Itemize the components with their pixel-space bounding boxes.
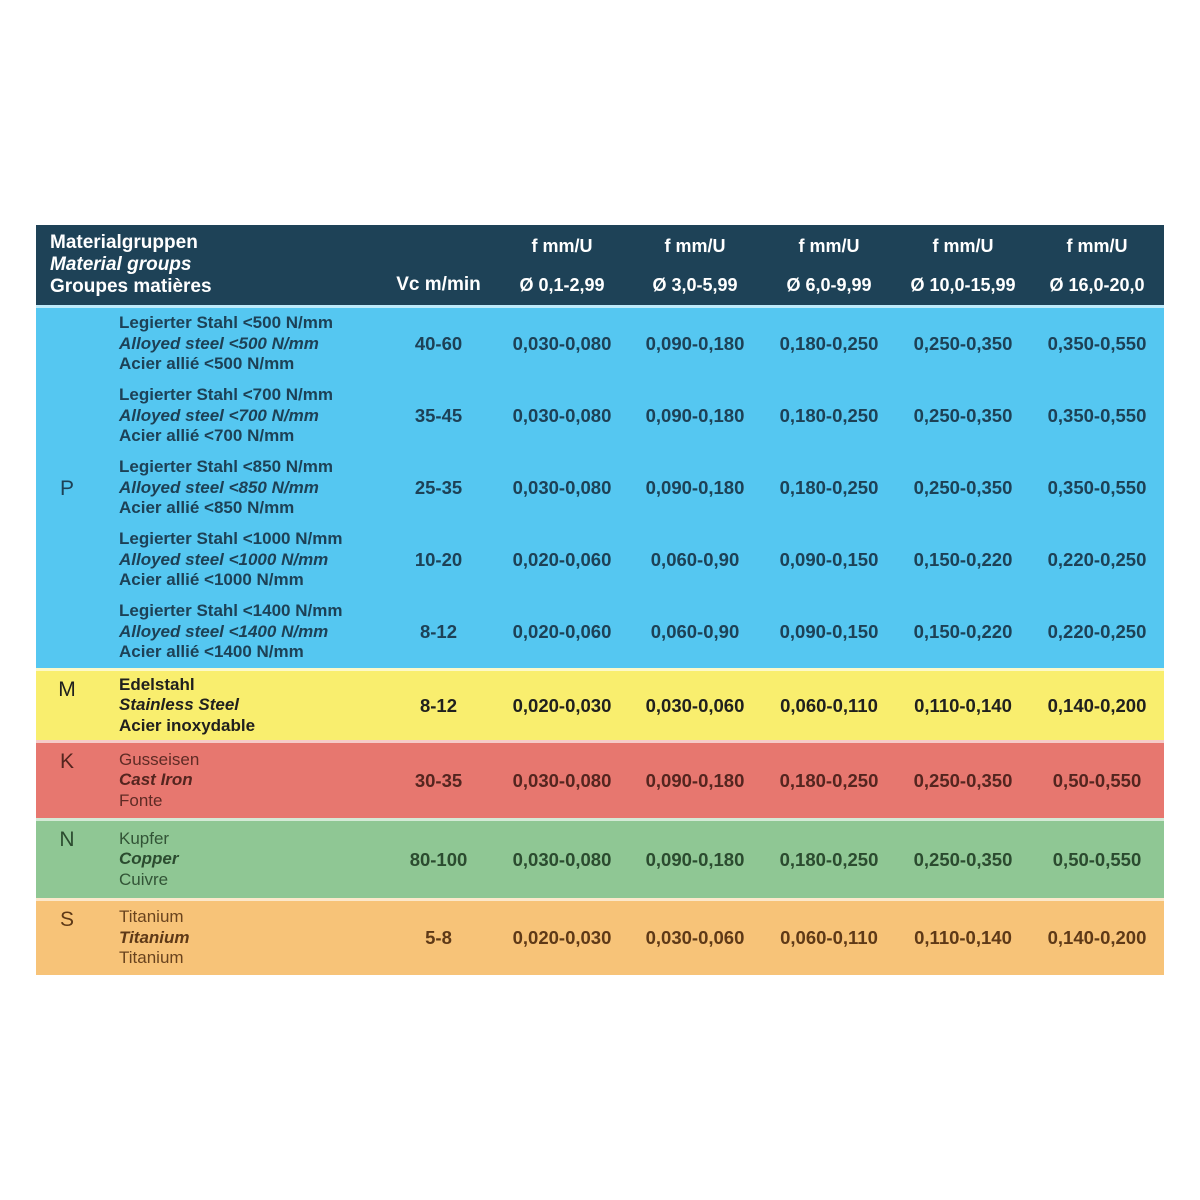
cutting-speed-value: 80-100 xyxy=(409,848,468,870)
table-row xyxy=(116,821,1164,898)
material-group-section xyxy=(36,740,1164,818)
feed-value-d4: 0,250-0,350 xyxy=(913,333,1013,354)
table-row xyxy=(116,524,1164,596)
title-line-en: Material groups xyxy=(50,254,192,275)
feed-value-d2: 0,090-0,180 xyxy=(645,333,745,354)
feed-value-d5: 0,350-0,550 xyxy=(1047,405,1147,426)
table-row xyxy=(116,596,1164,668)
material-name-fr: Acier allié <1000 N/mm xyxy=(119,570,304,590)
feed-value-d3: 0,180-0,250 xyxy=(779,405,879,426)
feed-value-d2: 0,090-0,180 xyxy=(645,477,745,498)
material-name-de: Titanium xyxy=(119,907,184,927)
material-name-fr: Fonte xyxy=(119,790,163,810)
feed-value-d1: 0,020-0,060 xyxy=(512,621,612,642)
feed-diameter-range: Ø 16,0-20,0 xyxy=(1049,275,1145,295)
column-header-feed-2 xyxy=(628,225,762,305)
feed-value-d2: 0,060-0,90 xyxy=(650,549,740,570)
material-group-letter: N xyxy=(59,828,75,851)
feed-value-d5: 0,350-0,550 xyxy=(1047,477,1147,498)
table-row xyxy=(116,452,1164,524)
material-group-letter: M xyxy=(58,678,76,701)
material-name-fr: Titanium xyxy=(119,948,184,968)
feed-value-d3: 0,060-0,110 xyxy=(780,927,878,948)
material-name-cell xyxy=(116,743,381,818)
material-name-cell xyxy=(116,452,381,524)
table-body xyxy=(36,305,1164,975)
feed-unit-label: f mm/U xyxy=(798,236,860,256)
feed-value-d2: 0,060-0,90 xyxy=(650,621,740,642)
material-name-de: Legierter Stahl <500 N/mm xyxy=(119,313,334,333)
column-header-feed-1 xyxy=(496,225,628,305)
cutting-speed-value: 10-20 xyxy=(414,549,463,570)
cutting-speed-value: 5-8 xyxy=(425,927,452,948)
feed-diameter-range: Ø 0,1-2,99 xyxy=(519,275,605,295)
feed-value-d5: 0,140-0,200 xyxy=(1047,927,1147,948)
table-header xyxy=(36,225,1164,305)
feed-value-d1: 0,020-0,030 xyxy=(512,694,612,716)
material-name-cell xyxy=(116,380,381,452)
feed-value-d1: 0,020-0,030 xyxy=(512,927,612,948)
feed-value-d3: 0,180-0,250 xyxy=(779,769,879,791)
feed-value-d5: 0,220-0,250 xyxy=(1047,549,1147,570)
feed-value-d3: 0,180-0,250 xyxy=(779,848,879,870)
material-name-cell xyxy=(116,596,381,668)
feed-value-d5: 0,140-0,200 xyxy=(1047,694,1147,716)
material-name-en: Cast Iron xyxy=(119,770,193,790)
material-name-cell xyxy=(116,524,381,596)
material-name-de: Legierter Stahl <1000 N/mm xyxy=(119,529,343,549)
material-name-de: Kupfer xyxy=(119,828,170,848)
material-group-rows xyxy=(116,901,1164,975)
material-name-fr: Acier allié <850 N/mm xyxy=(119,498,295,518)
column-header-vc: Vc m/min xyxy=(396,274,481,295)
material-group-letter: S xyxy=(59,908,74,931)
material-name-de: Legierter Stahl <1400 N/mm xyxy=(119,601,343,621)
material-name-de: Legierter Stahl <700 N/mm xyxy=(119,385,334,405)
title-line-de: Materialgruppen xyxy=(50,232,198,253)
material-name-de: Gusseisen xyxy=(119,749,200,769)
feed-value-d4: 0,250-0,350 xyxy=(913,405,1013,426)
material-name-en: Alloyed steel <700 N/mm xyxy=(119,405,319,425)
table-row xyxy=(116,901,1164,975)
feed-value-d2: 0,090-0,180 xyxy=(645,848,745,870)
feed-value-d3: 0,090-0,150 xyxy=(779,549,879,570)
material-group-letter: K xyxy=(59,750,74,773)
feed-diameter-range: Ø 10,0-15,99 xyxy=(910,275,1016,295)
feed-value-d1: 0,030-0,080 xyxy=(512,769,612,791)
material-name-cell xyxy=(116,821,381,898)
feed-value-d3: 0,090-0,150 xyxy=(779,621,879,642)
feed-value-d4: 0,150-0,220 xyxy=(913,621,1013,642)
feed-value-d2: 0,090-0,180 xyxy=(645,405,745,426)
material-name-en: Alloyed steel <1400 N/mm xyxy=(119,621,329,641)
feed-value-d2: 0,030-0,060 xyxy=(645,927,745,948)
feed-value-d4: 0,110-0,140 xyxy=(914,927,1012,948)
material-group-section xyxy=(36,668,1164,740)
cutting-speed-value: 8-12 xyxy=(419,694,458,716)
title-line-fr: Groupes matières xyxy=(50,276,212,297)
material-name-fr: Cuivre xyxy=(119,869,169,889)
material-name-en: Titanium xyxy=(119,927,190,947)
table-row xyxy=(116,743,1164,818)
cutting-data-table xyxy=(36,225,1164,975)
cutting-speed-value: 25-35 xyxy=(414,477,463,498)
material-name-cell xyxy=(116,308,381,380)
material-name-en: Copper xyxy=(119,849,179,869)
material-group-section xyxy=(36,898,1164,975)
feed-value-d4: 0,250-0,350 xyxy=(913,477,1013,498)
feed-unit-label: f mm/U xyxy=(1066,236,1128,256)
feed-value-d5: 0,350-0,550 xyxy=(1047,333,1147,354)
cutting-speed-value: 35-45 xyxy=(414,405,463,426)
feed-value-d4: 0,150-0,220 xyxy=(913,549,1013,570)
material-group-section xyxy=(36,305,1164,668)
material-name-fr: Acier allié <700 N/mm xyxy=(119,426,295,446)
material-name-fr: Acier inoxydable xyxy=(119,715,256,735)
material-name-de: Legierter Stahl <850 N/mm xyxy=(119,457,334,477)
feed-diameter-range: Ø 3,0-5,99 xyxy=(652,275,738,295)
material-group-rows xyxy=(116,308,1164,668)
material-groups-title xyxy=(36,225,381,305)
feed-value-d4: 0,110-0,140 xyxy=(914,694,1012,716)
material-group-rows xyxy=(116,821,1164,898)
feed-value-d1: 0,020-0,060 xyxy=(512,549,612,570)
material-name-cell xyxy=(116,901,381,975)
feed-value-d5: 0,220-0,250 xyxy=(1047,621,1147,642)
feed-unit-label: f mm/U xyxy=(531,236,593,256)
feed-value-d4: 0,250-0,350 xyxy=(913,848,1013,870)
table-row xyxy=(116,671,1164,740)
column-header-feed-3 xyxy=(762,225,896,305)
column-header-feed-5 xyxy=(1030,225,1164,305)
feed-diameter-range: Ø 6,0-9,99 xyxy=(786,275,872,295)
feed-value-d1: 0,030-0,080 xyxy=(512,848,612,870)
feed-value-d5: 0,50-0,550 xyxy=(1052,769,1142,791)
material-name-fr: Acier allié <1400 N/mm xyxy=(119,642,304,662)
column-header-feed-4 xyxy=(896,225,1030,305)
feed-value-d1: 0,030-0,080 xyxy=(512,333,612,354)
feed-value-d4: 0,250-0,350 xyxy=(913,769,1013,791)
material-group-letter: P xyxy=(59,476,74,500)
material-name-fr: Acier allié <500 N/mm xyxy=(119,354,295,374)
material-group-rows xyxy=(116,671,1164,740)
feed-value-d2: 0,090-0,180 xyxy=(645,769,745,791)
feed-value-d5: 0,50-0,550 xyxy=(1052,848,1142,870)
material-name-de: Edelstahl xyxy=(119,674,195,694)
table-row xyxy=(116,308,1164,380)
material-name-en: Stainless Steel xyxy=(119,695,240,715)
material-name-en: Alloyed steel <500 N/mm xyxy=(119,333,319,353)
cutting-speed-value: 30-35 xyxy=(414,769,463,791)
material-name-cell xyxy=(116,671,381,740)
feed-unit-label: f mm/U xyxy=(664,236,726,256)
feed-value-d2: 0,030-0,060 xyxy=(645,694,745,716)
material-group-rows xyxy=(116,743,1164,818)
material-name-en: Alloyed steel <850 N/mm xyxy=(119,477,319,497)
material-name-en: Alloyed steel <1000 N/mm xyxy=(119,549,329,569)
feed-unit-label: f mm/U xyxy=(932,236,994,256)
feed-value-d3: 0,180-0,250 xyxy=(779,477,879,498)
material-group-section xyxy=(36,818,1164,898)
feed-value-d1: 0,030-0,080 xyxy=(512,477,612,498)
feed-value-d1: 0,030-0,080 xyxy=(512,405,612,426)
cutting-speed-value: 8-12 xyxy=(419,621,458,642)
feed-value-d3: 0,060-0,110 xyxy=(780,694,878,716)
cutting-speed-value: 40-60 xyxy=(414,333,463,354)
feed-value-d3: 0,180-0,250 xyxy=(779,333,879,354)
table-row xyxy=(116,380,1164,452)
